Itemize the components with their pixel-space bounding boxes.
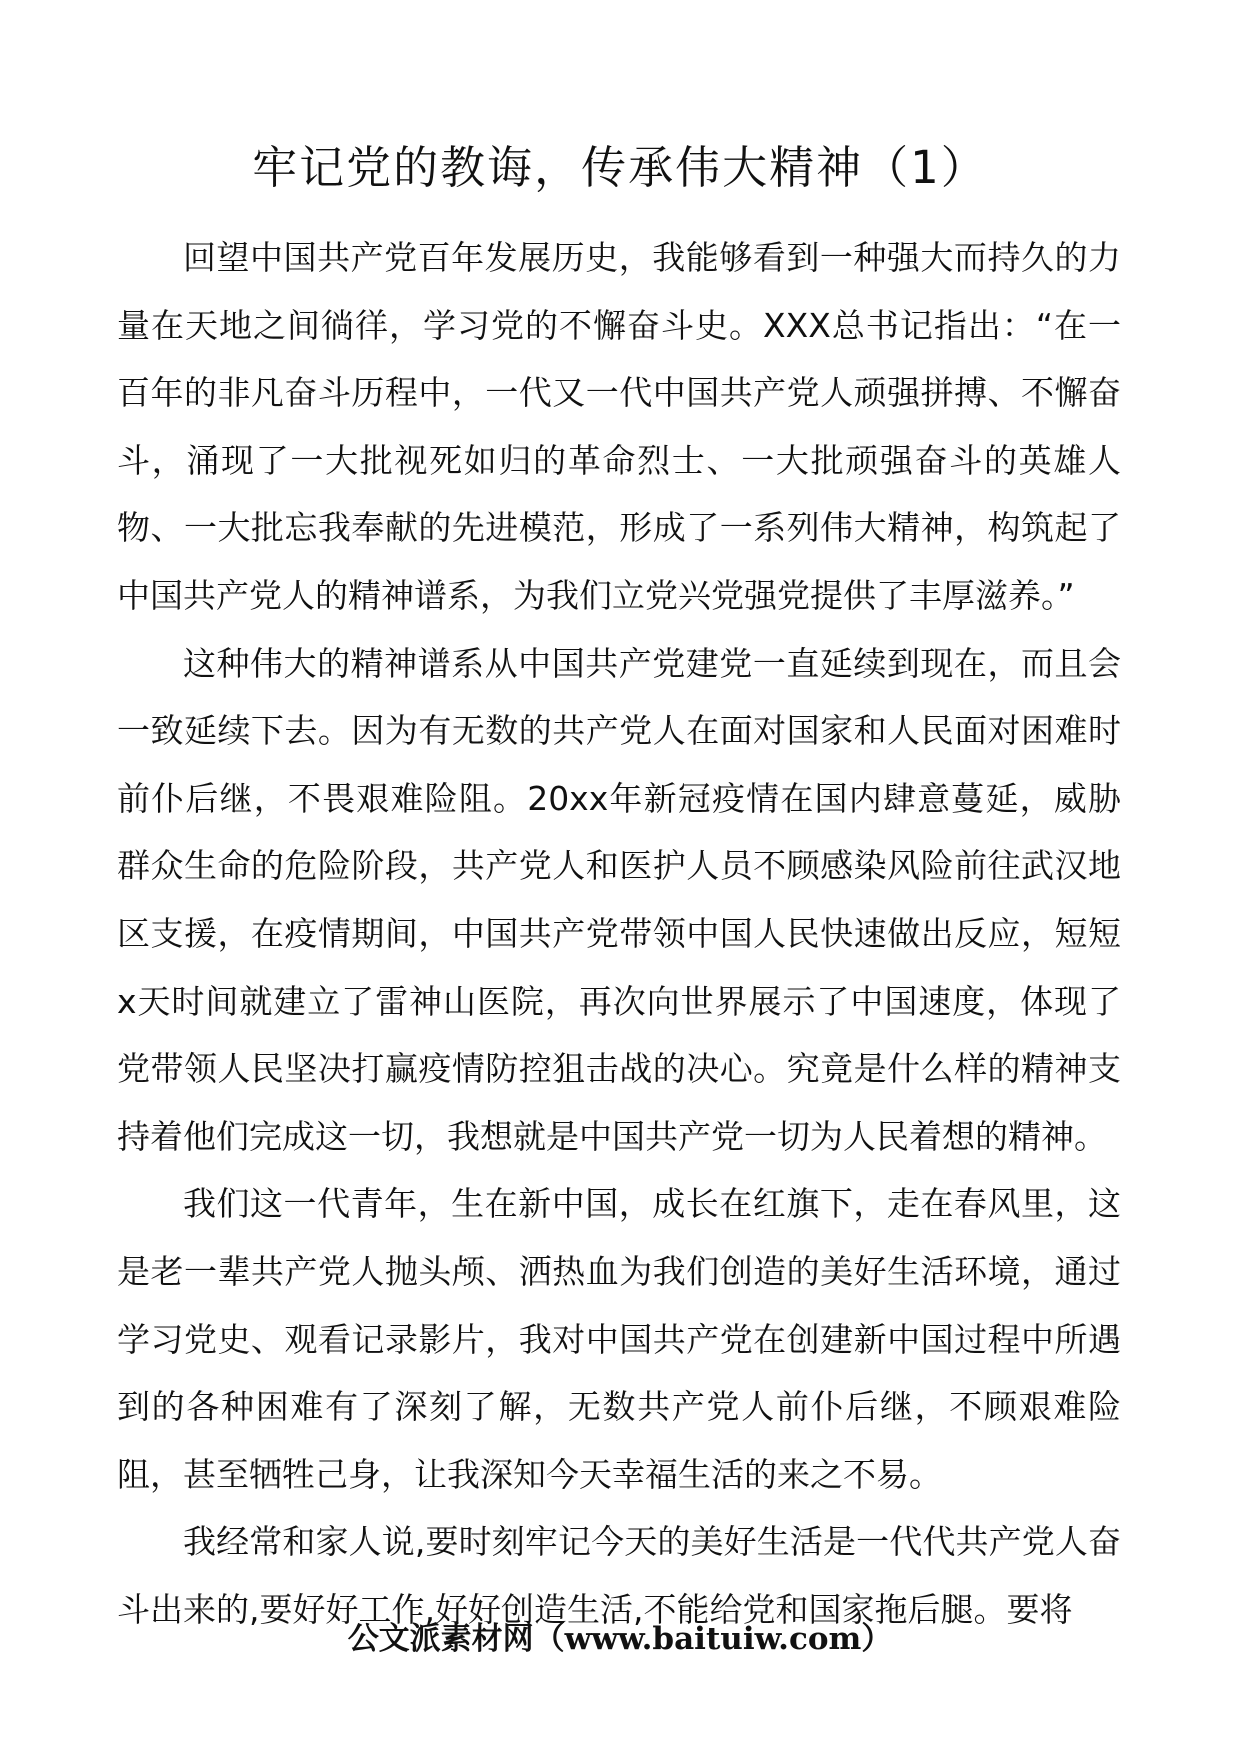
paragraph-2: 这种伟大的精神谱系从中国共产党建党一直延续到现在，而且会一致延续下去。因为有无数的共产党人在面对国家和人民面对困难时前仆后继，不畏艰难险阻。20xx年新冠疫情在国内肆意蔓延，威胁群众生命的危险阶段，共产党人和医护人员不顾感染风险前往武汉地区支援，在疫情期间，中国共产党带领中国人民快速做出反应，短短x天时间就建立了雷神山医院，再次向世界展示了中国速度，体现了党带领人民坚决打赢疫情防控狙击战的决心。究竟是什么样的精神支持着他们完成这一切，我想就是中国共产党一切为人民着想的精神。 [117, 643, 1121, 1156]
paragraph-4: 我经常和家人说,要时刻牢记今天的美好生活是一代代共产党人奋斗出来的,要好好工作,好好创造生活,不能给党和国家拖后腿。要将 [117, 1522, 1121, 1629]
source-watermark: 公文派素材网（www.baituiw.com） [347, 1621, 893, 1657]
paragraph-1: 回望中国共产党百年发展历史，我能够看到一种强大而持久的力量在天地之间徜徉，学习党的不懈奋斗史。XXX总书记指出：“在一百年的非凡奋斗历程中，一代又一代中国共产党人顽强拼搏、不懈奋斗，涌现了一大批视死如归的革命烈士、一大批顽强奋斗的英雄人物、一大批忘我奉献的先进模范，形成了一系列伟大精神，构筑起了中国共产党人的精神谱系，为我们立党兴党强党提供了丰厚滋养。” [117, 238, 1121, 615]
document-title: 牢记党的教诲，传承伟大精神（1） [252, 141, 988, 194]
paragraph-3: 我们这一代青年，生在新中国，成长在红旗下，走在春风里，这是老一辈共产党人抛头颅、洒热血为我们创造的美好生活环境，通过学习党史、观看记录影片，我对中国共产党在创建新中国过程中所遇到的各种困难有了深刻了解，无数共产党人前仆后继，不顾艰难险阻，甚至牺牲己身，让我深知今天幸福生活的来之不易。 [117, 1184, 1121, 1494]
document-body [117, 224, 1121, 1643]
